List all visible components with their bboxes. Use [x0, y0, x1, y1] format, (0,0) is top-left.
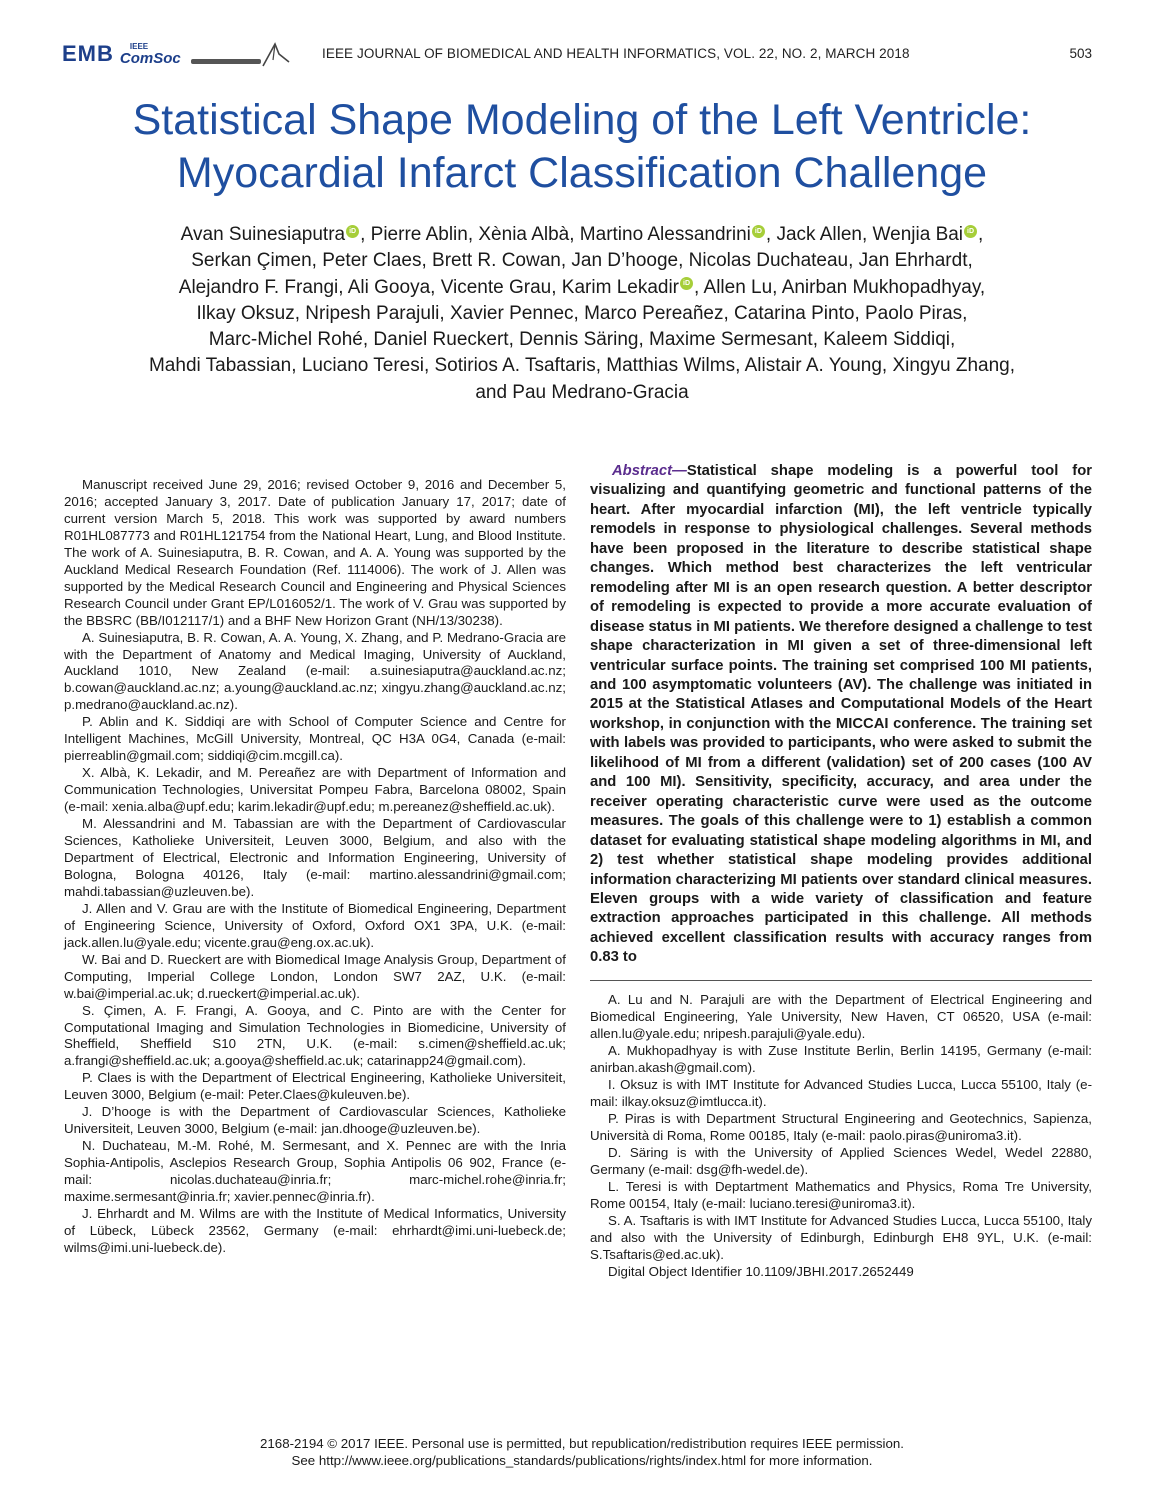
footnote-affiliation: A. Suinesiaputra, B. R. Cowan, A. A. Young, X. Zhang, and P. Medrano-Gracia are with the Department of Anatomy and Medical Imaging, University of Auckland, Auckland 1010, New Zealand (e-mail: a.suinesiaputra@auckland.ac.nz; b.cowan@auckland.ac.nz; a.young@auckland.ac.nz; xingyu.zhang@auckland.ac.nz; p.medrano@auckland.ac.nz). — [64, 629, 566, 713]
author-line-4: Ilkay Oksuz, Nripesh Parajuli, Xavier Pennec, Marco Pereañez, Catarina Pinto, Paolo Piras, — [196, 302, 968, 324]
author-line-3 — [70, 275, 1094, 301]
emb-logo: EMB — [62, 41, 114, 66]
footnote-affiliation: D. Säring is with the University of Applied Sciences Wedel, Wedel 22880, Germany (e-mail: dsg@fh-wedel.de). — [590, 1144, 1092, 1177]
footnote-affiliation: L. Teresi is with Deptartment Mathematics and Physics, Roma Tre University, Rome 00154, Italy (e-mail: luciano.teresi@uniroma3.it). — [590, 1178, 1092, 1211]
footnote-affiliation: W. Bai and D. Rueckert are with Biomedical Image Analysis Group, Department of Computing, Imperial College London, London SW7 2AZ, U.K. (e-mail: w.bai@imperial.ac.uk; d.rueckert@imperial.ac.uk). — [64, 951, 566, 1001]
author-line-7: and Pau Medrano-Gracia — [475, 381, 689, 403]
author-text: Alejandro F. Frangi, Ali Gooya, Vicente Grau, Karim Lekadir — [178, 276, 680, 298]
footnote-affiliation: X. Albà, K. Lekadir, and M. Pereañez are with Department of Information and Communication Technologies, Universitat Pompeu Fabra, Barcelona 08002, Spain (e-mail: xenia.alba@upf.edu; karim.lekadir@upf.edu; m.pereanez@sheffield.ac.uk). — [64, 765, 566, 815]
orcid-icon[interactable]: iD — [964, 225, 977, 238]
paper-title — [0, 94, 1164, 200]
sps-logo-icon — [261, 40, 291, 68]
footnote-affiliation: M. Alessandrini and M. Tabassian are with the Department of Cardiovascular Sciences, Katholieke Universiteit, Leuven 3000, Belgium, and also with the Department of Electrical, Electronic and Information Engineering, University of Bologna, Bologna 40126, Italy (e-mail: martino.alessandrini@gmail.com; mahdi.tabassian@uzleuven.be). — [64, 816, 566, 899]
comsoc-logo-text: ComSoc — [119, 49, 181, 67]
copyright-line: 2168-2194 © 2017 IEEE. Personal use is permitted, but republication/redistribution requires IEEE permission. — [260, 1436, 904, 1451]
footnote-affiliation: J. D’hooge is with the Department of Cardiovascular Sciences, Katholieke Universiteit, Leuven 3000, Belgium (e-mail: jan.dhooge@uzleuven.be). — [64, 1104, 566, 1137]
society-logos — [62, 40, 291, 68]
footnote-affiliation: N. Duchateau, M.-M. Rohé, M. Sermesant, and X. Pennec are with the Inria Sophia-Antipolis, Asclepios Research Group, Sophia Antipolis 06 902, France (e-mail: nicolas.duchateau@inria.fr; marc-michel.rohe@inria.fr; maxime.sermesant@inria.fr; xavier.pennec@inria.fr). — [64, 1138, 566, 1205]
sps-logo-bar — [191, 59, 261, 64]
author-line-6: Mahdi Tabassian, Luciano Teresi, Sotirios A. Tsaftaris, Matthias Wilms, Alistair A. Young, Xingyu Zhang, — [148, 355, 1015, 377]
footnote-affiliation: A. Lu and N. Parajuli are with the Department of Electrical Engineering and Biomedical Engineering, Yale University, New Haven, CT 06520, USA (e-mail: allen.lu@yale.edu; nripesh.parajuli@yale.edu). — [590, 991, 1092, 1041]
abstract — [590, 462, 1092, 968]
orcid-icon[interactable]: iD — [346, 225, 359, 238]
author-line-2: Serkan Çimen, Peter Claes, Brett R. Cowan, Jan D’hooge, Nicolas Duchateau, Jan Ehrhardt, — [191, 250, 973, 272]
ieee-logo-text: IEEE — [129, 41, 149, 51]
doi-line: Digital Object Identifier 10.1109/JBHI.2017.2652449 — [608, 1263, 914, 1279]
footnote-affiliation: A. Mukhopadhyay is with Zuse Institute Berlin, Berlin 14195, Germany (e-mail: anirban.akash@gmail.com). — [590, 1042, 1092, 1075]
signal-processing-society-logo — [191, 40, 291, 68]
footnote-affiliation: J. Allen and V. Grau are with the Institute of Biomedical Engineering, Department of Engineering Science, University of Oxford, Oxford OX1 3PA, U.K. (e-mail: jack.allen.lu@yale.edu; vicente.grau@eng.ox.ac.uk). — [64, 900, 566, 950]
footnote-affiliation: I. Oksuz is with IMT Institute for Advanced Studies Lucca, Lucca 55100, Italy (e-mail: ilkay.oksuz@imtlucca.it). — [590, 1076, 1092, 1109]
author-text: , — [978, 224, 984, 245]
footnote-affiliation: J. Ehrhardt and M. Wilms are with the Institute of Medical Informatics, University of Lübeck, Lübeck 23562, Germany (e-mail: ehrhardt@imi.uni-luebeck.de; wilms@imi.uni-luebeck.de). — [64, 1205, 566, 1255]
author-line-1 — [70, 222, 1094, 248]
footnote-affiliation: S. Çimen, A. F. Frangi, A. Gooya, and C. Pinto are with the Center for Computational Imaging and Simulation Technologies in Biomedicine, University of Sheffield, Sheffield S10 2TN, U.K. (e-mail: s.cimen@sheffield.ac.uk; a.frangi@sheffield.ac.uk; a.gooya@sheffield.ac.uk; catarinapp24@gmail.com). — [64, 1002, 566, 1069]
orcid-icon[interactable]: iD — [680, 277, 693, 290]
journal-name: IEEE JOURNAL OF BIOMEDICAL AND HEALTH INFORMATICS, VOL. 22, NO. 2, MARCH 2018 — [322, 46, 910, 61]
left-column-footnotes — [64, 477, 566, 1257]
abstract-text: Statistical shape modeling is a powerful tool for visualizing and quantifying geometric and functional patterns of the heart. After myocardial infarction (MI), the left ventricle typically remodels in response to physiological challenges. Several methods have been proposed in the literature to describe statistical shape changes. Which method best characterizes the left ventricular remodeling after MI is an open research question. A better descriptor of remodeling is expected to provide a more accurate evaluation of disease status in MI patients. We therefore designed a challenge to test shape characterization in MI given a set of three-dimensional left ventricular surface points. The training set comprised 100 MI patients, and 100 asymptomatic volunteers (AV). The challenge was initiated in 2015 at the Statistical Atlases and Computational Models of the Heart workshop, in conjunction with the MICCAI conference. The training set with labels was provided to participants, who were asked to submit the likelihood of MI from a different (validation) set of 200 cases (100 AV and 100 MI). Sensitivity, specificity, accuracy, and area under the receiver operating characteristic curve were used as the outcome measures. The goals of this challenge were to 1) establish a common dataset for evaluating statistical shape modeling algorithms in MI, and 2) test whether statistical shape modeling provides additional information characterizing MI patients over standard clinical measures. Eleven groups with a wide variety of classification and feature extraction approaches participated in this challenge. All methods achieved excellent classification results with accuracy ranges from 0.83 to — [590, 463, 1092, 966]
page-number: 503 — [1069, 46, 1092, 61]
author-text: , Jack Allen, Wenjia Bai — [765, 224, 964, 245]
abstract-label: Abstract— — [612, 463, 687, 479]
title-line-1: Statistical Shape Modeling of the Left Ventricle: — [132, 96, 1032, 144]
author-text: , Allen Lu, Anirban Mukhopadhyay, — [694, 276, 986, 298]
footnote-affiliation: P. Piras is with Department Structural Engineering and Geotechnics, Sapienza, Università di Roma, Rome 00185, Italy (e-mail: paolo.piras@uniroma3.it). — [590, 1110, 1092, 1143]
copyright-footer — [0, 1435, 1164, 1469]
author-text: Avan Suinesiaputra — [180, 224, 346, 245]
title-line-2: Myocardial Infarct Classification Challenge — [176, 149, 988, 197]
footnote-affiliation: S. A. Tsaftaris is with IMT Institute for Advanced Studies Lucca, Lucca 55100, Italy and also with the University of Edinburgh, Edinburgh EH8 9YL, U.K. (e-mail: S.Tsaftaris@ed.ac.uk). — [590, 1212, 1092, 1262]
footnote-manuscript: Manuscript received June 29, 2016; revised October 9, 2016 and December 5, 2016; accepted January 3, 2017. Date of publication January 17, 2017; date of current version March 5, 2018. This work was supported by award numbers R01HL087773 and R01HL121754 from the National Heart, Lung, and Blood Institute. The work of A. Suinesiaputra, B. R. Cowan, and A. A. Young was supported by the Auckland Medical Research Foundation (Ref. 1114006). The work of J. Allen was supported by the Medical Research Council and Engineering and Physical Sciences Research Council under Grant EP/L016052/1. The work of V. Grau was supported by the BBSRC (BB/I012117/1) and a BHF New Horizon Grant (NH/13/30238). — [64, 477, 566, 628]
author-list — [70, 222, 1094, 406]
author-line-5: Marc-Michel Rohé, Daniel Rueckert, Dennis Säring, Maxime Sermesant, Kaleem Siddiqi, — [208, 329, 956, 351]
running-header — [62, 40, 1092, 74]
footnote-affiliation: P. Claes is with the Department of Electrical Engineering, Katholieke Universiteit, Leuven 3000, Belgium (e-mail: Peter.Claes@kuleuven.be). — [64, 1070, 566, 1103]
right-column-footnotes — [590, 991, 1092, 1280]
author-text: , Pierre Ablin, Xènia Albà, Martino Alessandrini — [360, 224, 751, 245]
right-column — [590, 462, 1092, 1280]
footnote-divider — [590, 980, 1092, 981]
footnote-affiliation: P. Ablin and K. Siddiqi are with School of Computer Science and Centre for Intelligent Machines, McGill University, Montreal, QC H3A 0G4, Canada (e-mail: pierreablin@gmail.com; siddiqi@cim.mcgill.ca). — [64, 714, 566, 764]
orcid-icon[interactable]: iD — [752, 225, 765, 238]
rights-link-line[interactable]: See http://www.ieee.org/publications_standards/publications/rights/index.html for more information. — [291, 1453, 873, 1468]
comsoc-logo — [120, 43, 181, 66]
